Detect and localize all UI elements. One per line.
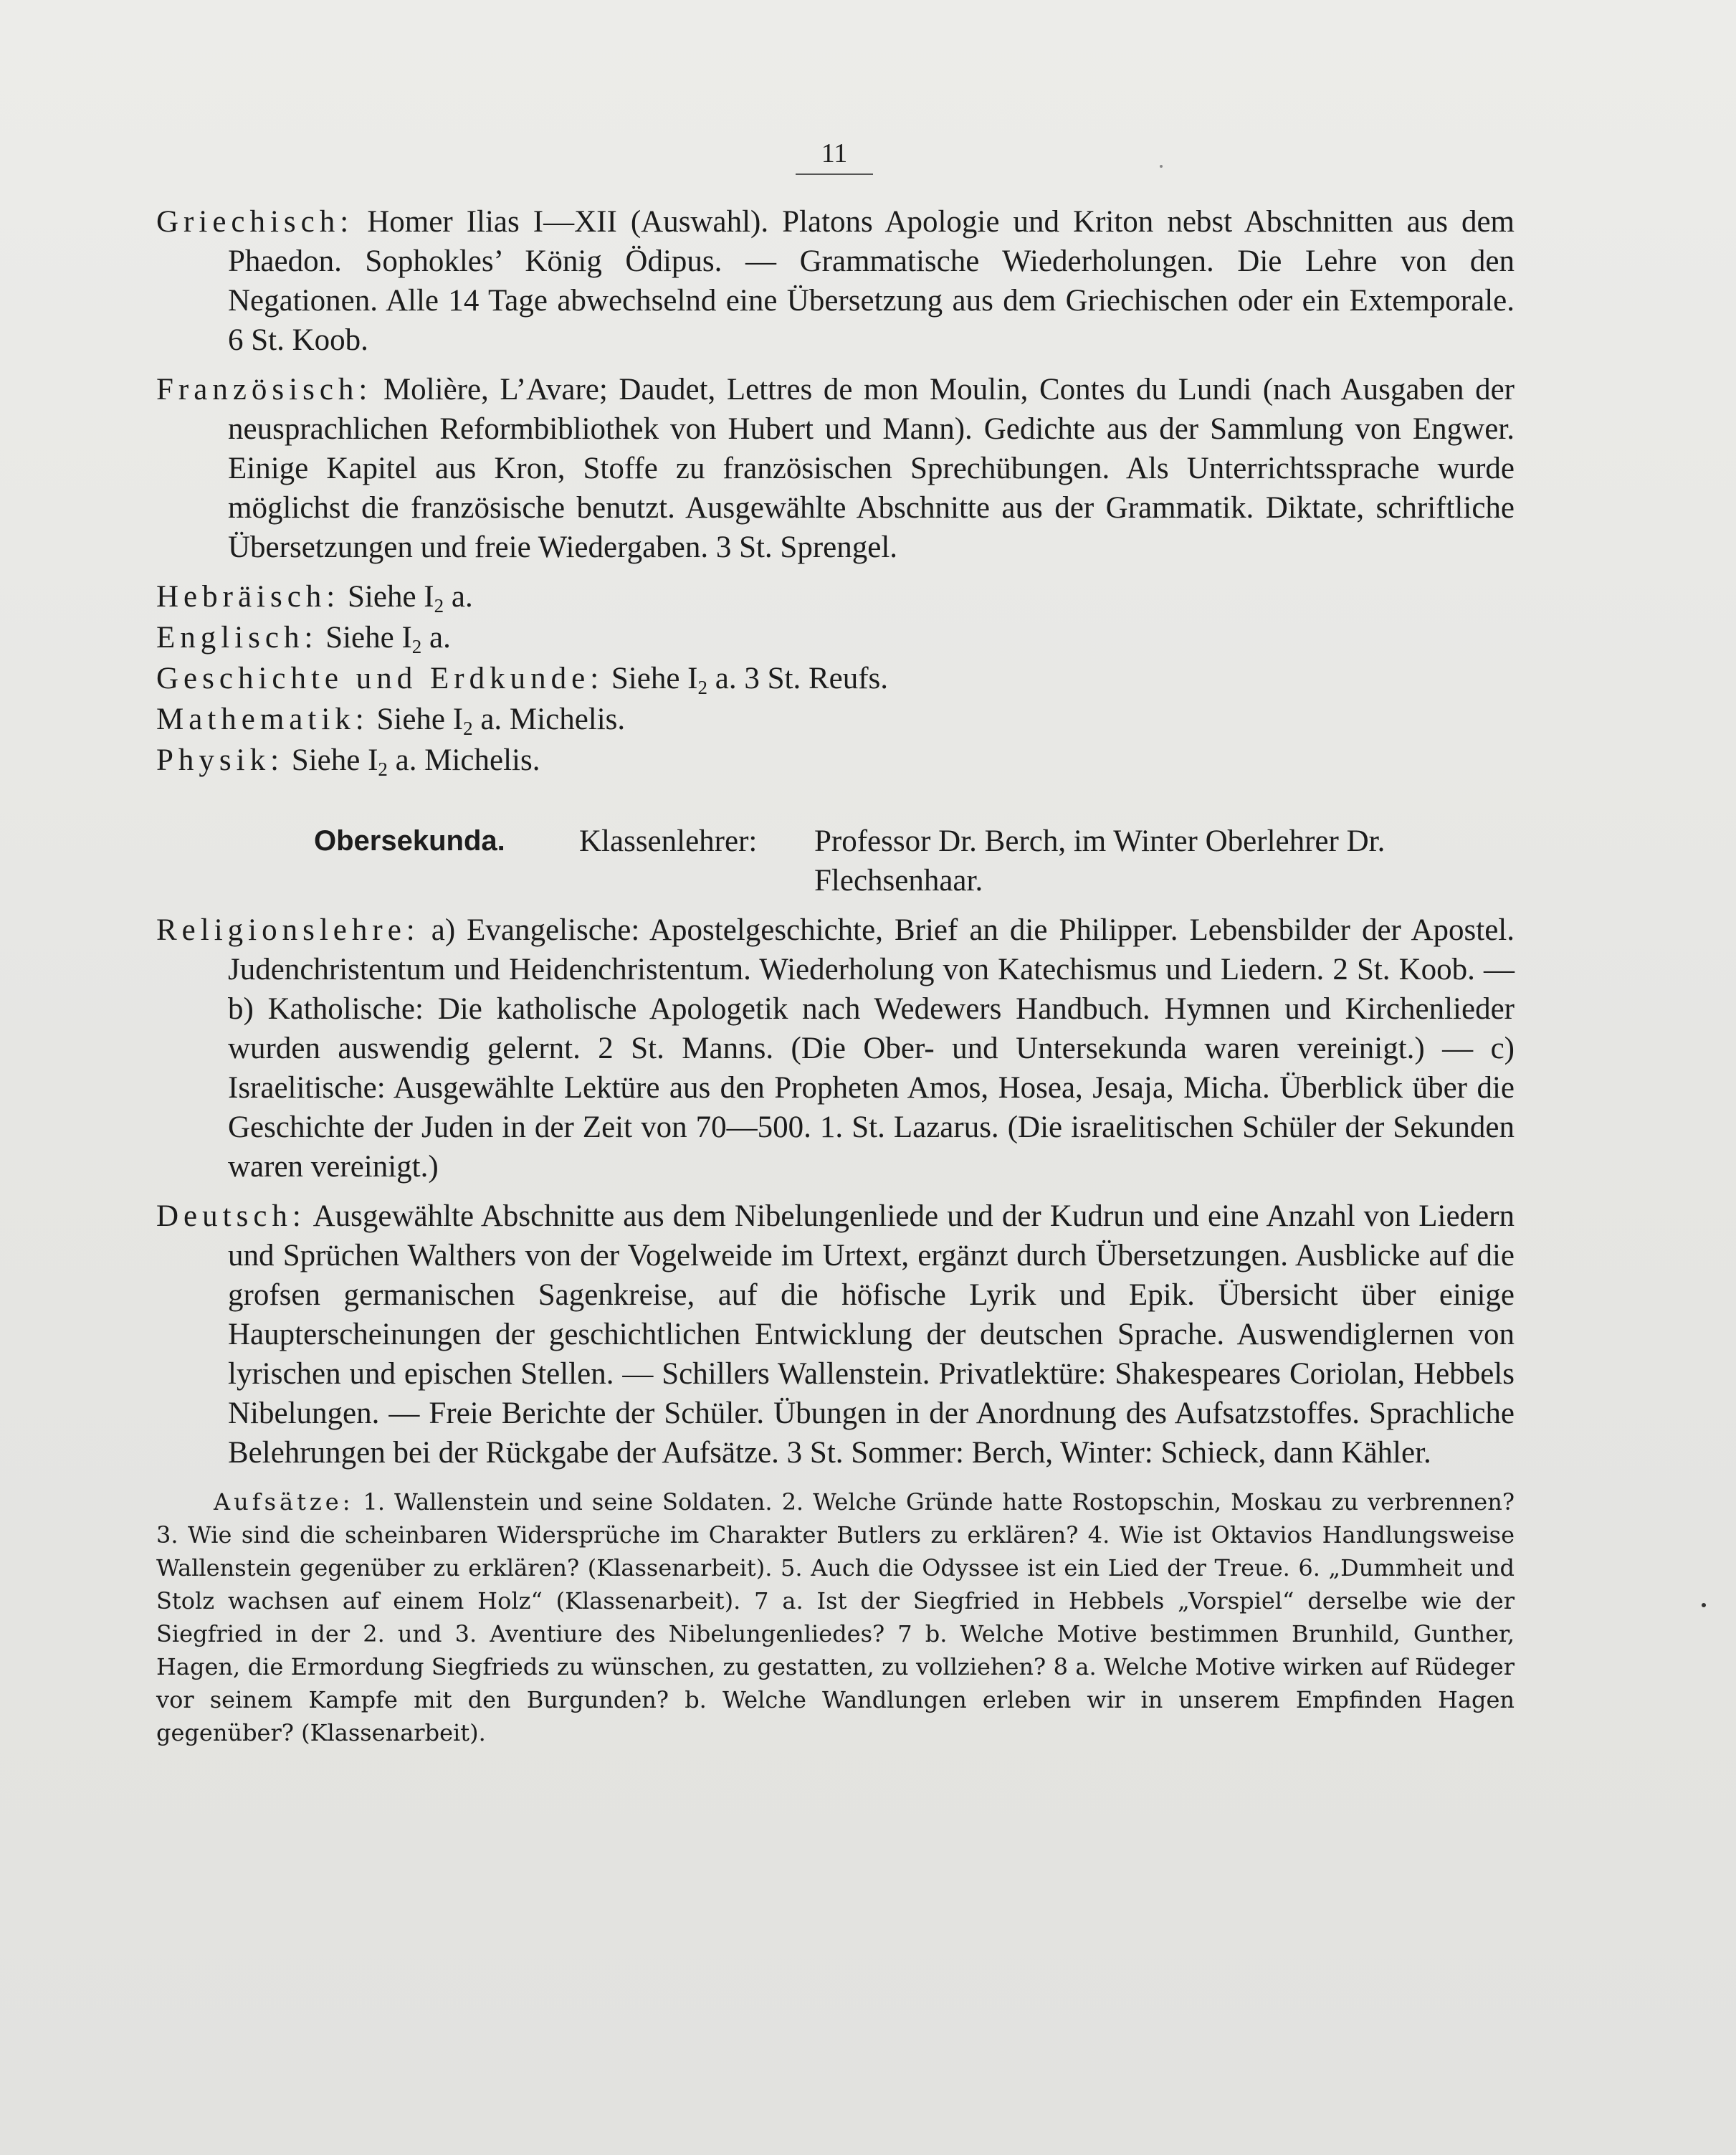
subject-text-pre: Siehe I	[348, 580, 434, 614]
subject-text-pre: Siehe I	[291, 743, 378, 777]
subscript: 2	[411, 636, 422, 657]
subject-text-pre: Siehe I	[611, 662, 698, 695]
subject-heading: Physik:	[156, 743, 285, 777]
subject-heading: Deutsch:	[156, 1199, 306, 1233]
print-speck	[1702, 1603, 1706, 1607]
subject-text-post: a. 3 St. Reufs.	[707, 662, 889, 695]
print-speck	[1160, 165, 1163, 168]
subject-text: a) Evangelische: Apostelgeschichte, Brief an die Philipper. Lebensbilder der Apostel. Judenchristentum und Heidenchristentum. Wiederholung von Katechismus und Liedern. 2 St. Koob. — b) Katholische: Die katholische Apologetik nach Wedewers Handbuch. Hymnen und Kirchenlieder wurden auswendig gelernt. 2 St. Manns. (Die Ober- und Untersekunda waren vereinigt.) — c) Israelitische: Ausgewählte Lektüre aus den Propheten Amos, Hosea, Jesaja, Micha. Überblick über die Geschichte der Juden in der Zeit von 70—500. 1. St. Lazarus. (Die israelitischen Schüler der Sekunden waren vereinigt.)	[228, 913, 1515, 1184]
subject-text-pre: Siehe I	[325, 621, 412, 655]
subject-heading: Religionslehre:	[156, 913, 420, 947]
page-content	[156, 202, 1515, 1772]
subject-mathematik	[156, 700, 1515, 739]
subject-griechisch	[156, 202, 1515, 360]
subject-franzoesisch	[156, 370, 1515, 567]
subject-text-post: a.	[421, 621, 451, 655]
subject-text-post: a.	[444, 580, 473, 614]
subject-englisch	[156, 618, 1515, 657]
subscript: 2	[378, 758, 388, 780]
subject-hebraeisch	[156, 577, 1515, 617]
subject-heading: Mathematik:	[156, 703, 369, 736]
subject-heading: Englisch:	[156, 621, 318, 655]
subject-text: Molière, L’Avare; Daudet, Lettres de mon Moulin, Contes du Lundi (nach Ausgaben der neusprachlichen Reformbibliothek von Hubert und Mann). Gedichte aus der Sammlung von Engwer. Einige Kapitel aus Kron, Stoffe zu französischen Sprechübungen. Als Unterrichtssprache wurde möglichst die französische benutzt. Ausgewählte Abschnitte aus der Grammatik. Diktate, schriftliche Übersetzungen und freie Wiedergaben. 3 St. Sprengel.	[228, 373, 1515, 564]
subject-heading: Hebräisch:	[156, 580, 340, 614]
subject-text: Homer Ilias I—XII (Auswahl). Platons Apologie und Kriton nebst Abschnitten aus dem Phaedon. Sophokles’ König Ödipus. — Grammatische Wiederholungen. Die Lehre von den Negationen. Alle 14 Tage abwechselnd eine Übersetzung aus dem Griechischen oder ein Extemporale. 6 St. Koob.	[228, 205, 1515, 357]
subject-deutsch	[156, 1197, 1515, 1473]
essay-topics-text: 1. Wallenstein und seine Soldaten. 2. Welche Gründe hatte Rostopschin, Moskau zu verbrennen? 3. Wie sind die scheinbaren Widersprüche im Charakter Butlers zu erklären? 4. Wie ist Oktavios Handlungsweise Wallenstein gegenüber zu erklären? (Klassenarbeit). 5. Auch die Odyssee ist ein Lied der Treue. 6. „Dummheit und Stolz wachsen auf einem Holz“ (Klassenarbeit). 7 a. Ist der Siegfried in Hebbels „Vorspiel“ derselbe wie der Siegfried in der 2. und 3. Aventiure des Nibelungenliedes? 7 b. Welche Motive bestimmen Brunhild, Gunther, Hagen, die Ermordung Siegfrieds zu wünschen, zu gestatten, zu vollziehen? 8 a. Welche Motive wirken auf Rüdeger vor seinem Kampfe mit den Burgunden? b. Welche Wandlungen erleben wir in unserem Empfinden Hagen gegenüber? (Klassenarbeit).	[156, 1488, 1515, 1746]
class-section-header	[156, 822, 1515, 900]
subscript: 2	[434, 595, 444, 617]
essay-topics	[156, 1485, 1515, 1749]
class-teacher-text: Professor Dr. Berch, im Winter Oberlehrer Dr. Flechsenhaar.	[814, 824, 1386, 898]
subject-text-post: a. Michelis.	[472, 703, 626, 736]
class-title: Obersekunda.	[314, 825, 505, 857]
subject-text-pre: Siehe I	[376, 703, 464, 736]
subscript: 2	[697, 677, 707, 698]
essay-topics-heading: Aufsätze:	[214, 1488, 354, 1516]
subject-heading: Geschichte und Erdkunde:	[156, 662, 604, 695]
subject-text: Ausgewählte Abschnitte aus dem Nibelungenliede und der Kudrun und eine Anzahl von Liedern und Sprüchen Walthers von der Vogelweide im Urtext, ergänzt durch Übersetzungen. Ausblicke auf die grofsen germanischen Sagenkreise, auf die höfische Lyrik und Epik. Übersicht über einige Haupterscheinungen der geschichtlichen Entwicklung der deutschen Sprache. Auswendiglernen von lyrischen und epischen Stellen. — Schillers Wallenstein. Privatlektüre: Shakespeares Coriolan, Hebbels Nibelungen. — Freie Berichte der Schüler. Übungen in der Anordnung des Aufsatzstoffes. Sprachliche Belehrungen bei der Rückgabe der Aufsätze. 3 St. Sommer: Berch, Winter: Schieck, dann Kähler.	[228, 1199, 1515, 1470]
subject-heading: Griechisch:	[156, 205, 354, 239]
subject-geschichte	[156, 659, 1515, 698]
class-teacher-label: Klassenlehrer:	[579, 824, 758, 858]
page-number: 11	[796, 138, 873, 175]
subject-religionslehre	[156, 910, 1515, 1186]
subject-text-post: a. Michelis.	[387, 743, 540, 777]
subject-physik	[156, 741, 1515, 780]
subscript: 2	[463, 718, 473, 739]
subject-heading: Französisch:	[156, 373, 373, 406]
